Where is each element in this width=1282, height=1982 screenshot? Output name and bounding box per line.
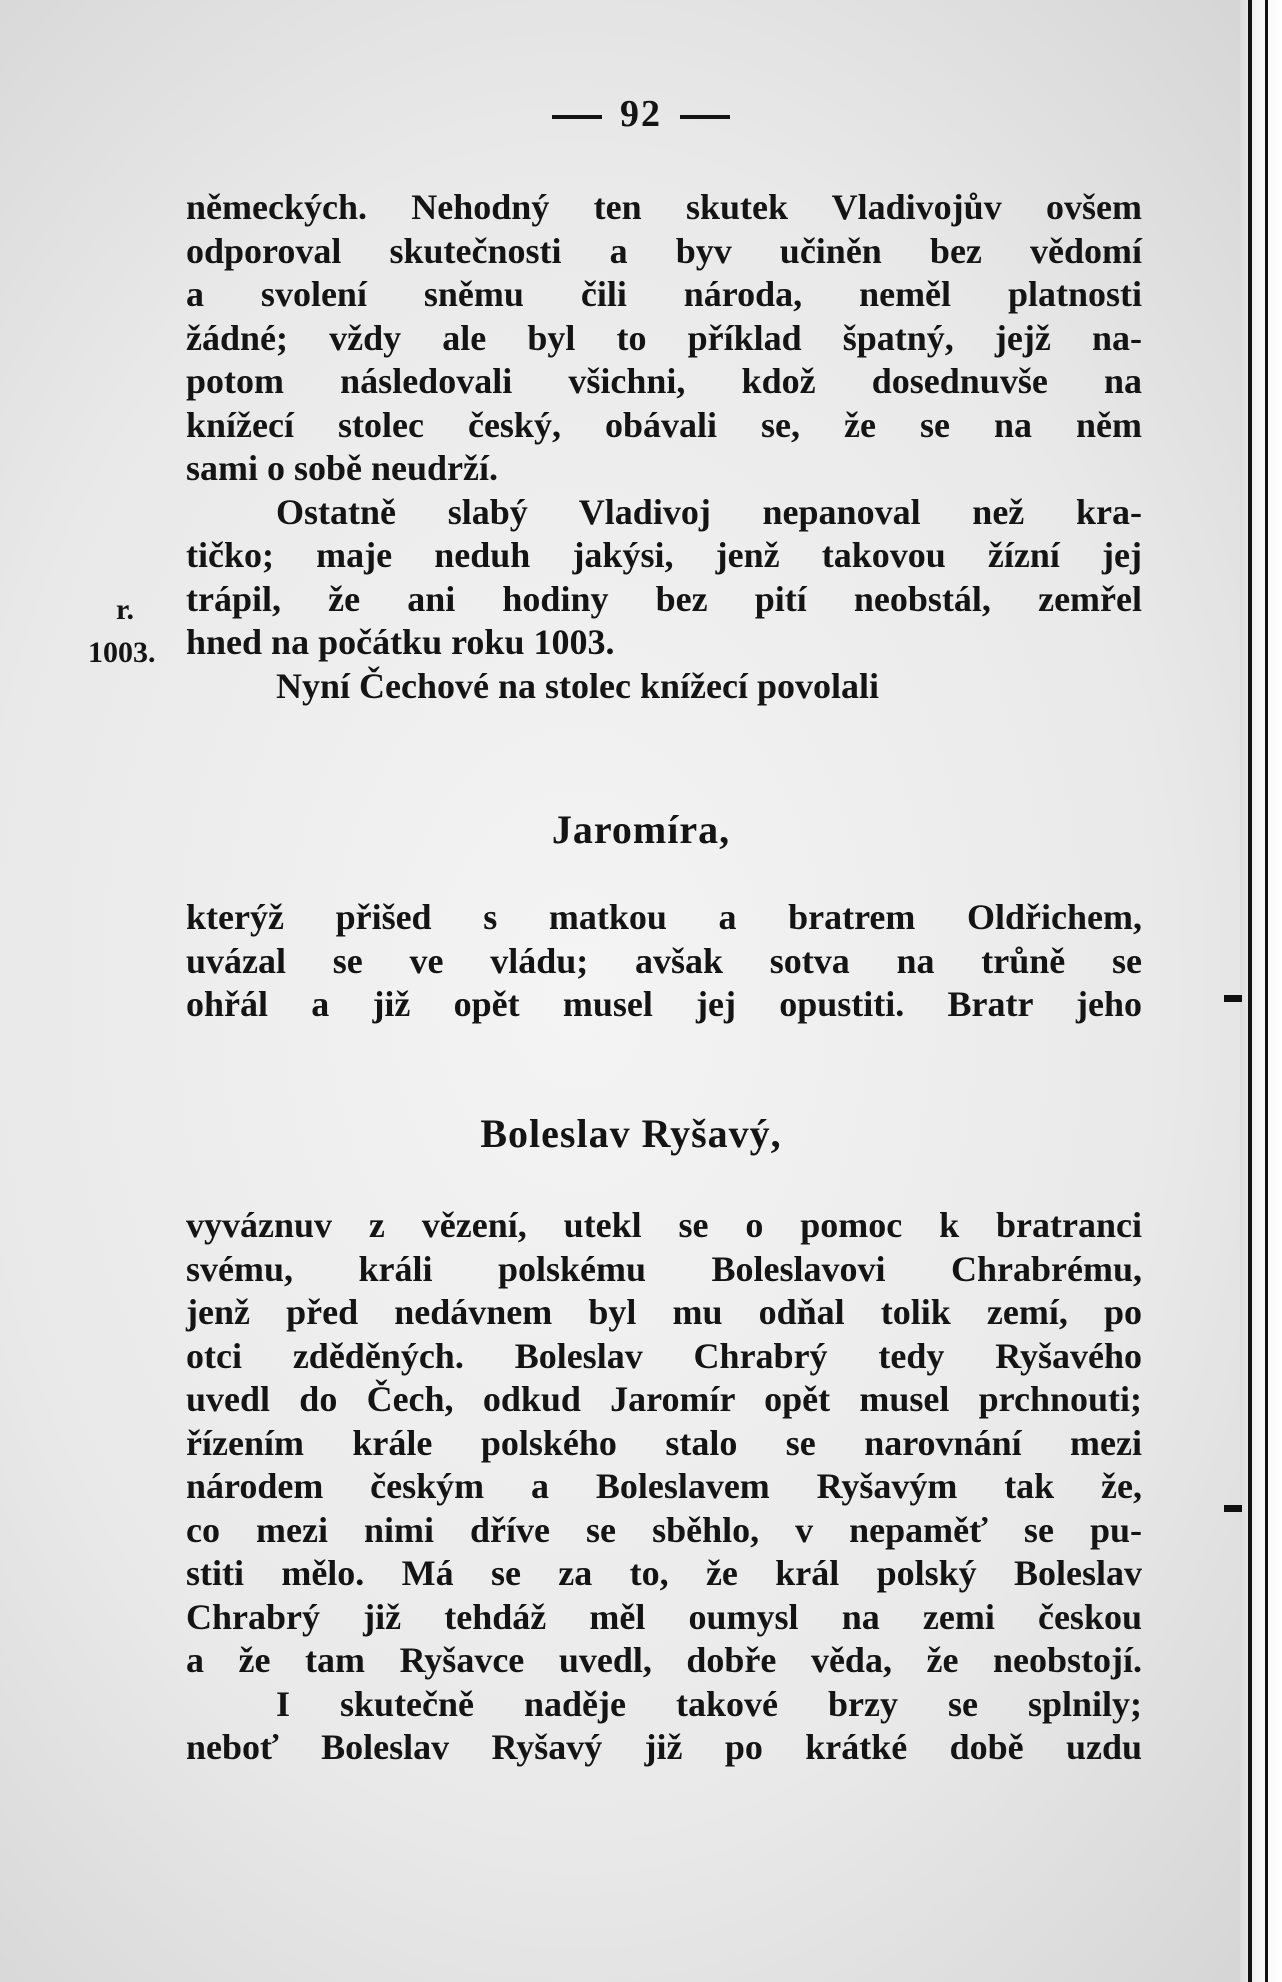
margin-note-year: 1003. xyxy=(88,636,156,669)
text-line: Ostatně slabý Vladivoj nepanoval než kra- xyxy=(276,491,1142,532)
paragraph-block-1 xyxy=(186,186,1142,708)
text-line: hned na počátku roku 1003. xyxy=(186,622,615,662)
text-line: svému, králi polskému Boleslavovi Chrabrému, xyxy=(186,1248,1142,1289)
text-line: řízením krále polského stalo se narovnání mezi xyxy=(186,1422,1142,1463)
text-line: knížecí stolec český, obávali se, že se na něm xyxy=(186,404,1142,445)
text-line: uvedl do Čech, odkud Jaromír opět musel prchnouti; xyxy=(186,1379,1142,1419)
text-line: I skutečně naděje takové brzy se splnily; xyxy=(276,1683,1142,1724)
page-number xyxy=(0,92,1282,136)
text-line: potom následovali všichni, kdož dosednuvše na xyxy=(186,361,1142,401)
text-line: stiti mělo. Má se za to, že král polský Boleslav xyxy=(186,1553,1142,1593)
text-line: a že tam Ryšavce uvedl, dobře věda, že neobstojí. xyxy=(186,1640,1142,1680)
margin-note-prefix: r. xyxy=(116,593,135,626)
text-line: ohřál a již opět musel jej opustiti. Bratr jeho xyxy=(186,984,1142,1024)
page-number-dash-right xyxy=(680,115,730,119)
text-line: žádné; vždy ale byl to příklad špatný, jejž na- xyxy=(186,317,1142,358)
section-heading-jaromir: Jaromíra, xyxy=(551,807,731,852)
text-line: uvázal se ve vládu; avšak sotva na trůně se xyxy=(186,940,1142,981)
text-line: neboť Boleslav Ryšavý již po krátké době uzdu xyxy=(186,1727,1142,1767)
text-line: tičko; maje neduh jakýsi, jenž takovou žízní jej xyxy=(186,535,1142,575)
text-line: sami o sobě neudrží. xyxy=(186,448,499,488)
text-line: a svolení sněmu čili národa, neměl platnosti xyxy=(186,274,1142,314)
page-number-dash-left xyxy=(552,115,602,119)
text-line: kterýž přišed s matkou a bratrem Oldřichem, xyxy=(186,897,1142,937)
text-line: národem českým a Boleslavem Ryšavým tak že, xyxy=(186,1466,1142,1506)
text-line: jenž před nedávnem byl mu odňal tolik zemí, po xyxy=(186,1292,1142,1332)
text-line: německých. Nehodný ten skutek Vladivojův ovšem xyxy=(186,187,1142,227)
text-line: odporoval skutečnosti a byv učiněn bez vědomí xyxy=(186,230,1142,271)
text-line: Nyní Čechové na stolec knížecí povolali xyxy=(276,665,879,706)
page-number-value: 92 xyxy=(620,93,662,135)
section-heading-boleslav: Boleslav Ryšavý, xyxy=(480,1111,782,1156)
paragraph-block-3 xyxy=(186,1204,1142,1770)
text-line: vyváznuv z vězení, utekl se o pomoc k bratranci xyxy=(186,1205,1142,1245)
text-line: trápil, že ani hodiny bez pití neobstál, zemřel xyxy=(186,578,1142,619)
binding-line-outer xyxy=(1265,0,1268,1982)
binding-mark xyxy=(1224,995,1242,1002)
text-line: Chrabrý již tehdáž měl oumysl na zemi českou xyxy=(186,1596,1142,1637)
book-binding-edge xyxy=(1240,0,1282,1982)
binding-mark xyxy=(1224,1505,1242,1512)
binding-line xyxy=(1248,0,1252,1982)
paragraph-block-2 xyxy=(186,896,1142,1027)
text-line: otci zděděných. Boleslav Chrabrý tedy Ryšavého xyxy=(186,1335,1142,1376)
text-line: co mezi nimi dříve se sběhlo, v nepaměť se pu- xyxy=(186,1509,1142,1550)
